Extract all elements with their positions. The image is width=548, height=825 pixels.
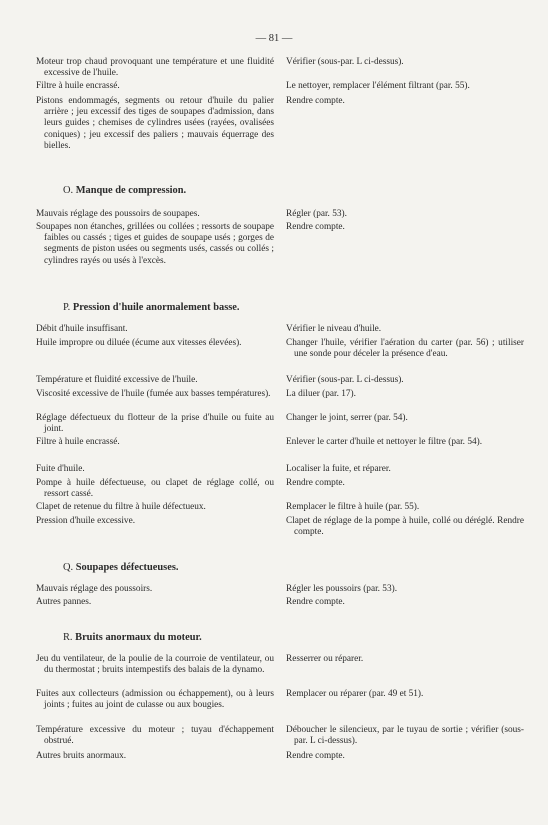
- remedy-text: Rendre compte.: [286, 96, 345, 106]
- cause-text: Viscosité excessive de l'huile (fumée aux basses températures).: [36, 389, 271, 399]
- remedy-text: Déboucher le silencieux, par le tuyau de sortie ; vérifier (sous-par. L ci-dessus).: [286, 725, 524, 747]
- cause-text: Filtre à huile encrassé.: [36, 81, 120, 91]
- section-title: Bruits anormaux du moteur.: [75, 632, 202, 643]
- remedy-text: Rendre compte.: [286, 478, 345, 488]
- cause-text: Fuites aux collecteurs (admission ou échappement), ou à leurs joints ; fuites au joint de culasse ou aux bougies.: [36, 689, 274, 711]
- remedy-text: Clapet de réglage de la pompe à huile, collé ou déréglé. Rendre compte.: [286, 516, 524, 538]
- remedy-text: Changer le joint, serrer (par. 54).: [286, 413, 408, 423]
- cause-text: Débit d'huile insuffisant.: [36, 324, 128, 334]
- cause-text: Clapet de retenue du filtre à huile défectueux.: [36, 502, 206, 512]
- section-letter: P.: [63, 302, 71, 313]
- section-heading-r: [63, 632, 202, 643]
- section-title: Pression d'huile anormalement basse.: [72, 302, 240, 313]
- cause-text: Fuite d'huile.: [36, 464, 85, 474]
- cause-text: Jeu du ventilateur, de la poulie de la courroie de ventilateur, ou du thermostat ; bruits intempestifs des balais de la dynamo.: [36, 654, 274, 676]
- remedy-text: Rendre compte.: [286, 597, 345, 607]
- section-letter: O.: [63, 185, 74, 196]
- remedy-text: La diluer (par. 17).: [286, 389, 356, 399]
- section-heading-o: [63, 185, 186, 196]
- cause-text: Mauvais réglage des poussoirs.: [36, 584, 153, 594]
- remedy-text: Resserrer ou réparer.: [286, 654, 364, 664]
- section-title: Soupapes défectueuses.: [75, 562, 179, 573]
- cause-text: Température excessive du moteur ; tuyau d'échappement obstrué.: [36, 725, 274, 747]
- section-letter: R.: [63, 632, 73, 643]
- section-heading-p: [63, 302, 240, 313]
- remedy-text: Localiser la fuite, et réparer.: [286, 464, 391, 474]
- remedy-text: Vérifier (sous-par. L ci-dessus).: [286, 57, 404, 67]
- cause-text: Pompe à huile défectueuse, ou clapet de réglage collé, ou ressort cassé.: [36, 478, 274, 500]
- remedy-text: Changer l'huile, vérifier l'aération du carter (par. 56) ; utiliser une sonde pour déceler la présence d'eau.: [286, 338, 524, 360]
- section-heading-q: [63, 562, 178, 573]
- cause-text: Filtre à huile encrassé.: [36, 437, 120, 447]
- page-number: — 81 —: [255, 33, 293, 44]
- cause-text: Soupapes non étanches, grillées ou collées ; ressorts de soupape faibles ou cassés ; tiges et guides de soupape usés ; gorges de segments de piston usées ou segments usés, cassés ou collés ; cylindres rayés ou usés à l'excès.: [36, 222, 274, 266]
- cause-text: Mauvais réglage des poussoirs de soupapes.: [36, 209, 200, 219]
- cause-text: Pistons endommagés, segments ou retour d'huile du palier arrière ; jeu excessif des tiges de soupapes d'admission, dans leurs guides ; chemises de cylindres usées (rayées, ovalisées coniques) ; jeu excessif des paliers ; mauvais équerrage des bielles.: [36, 96, 274, 151]
- section-title: Manque de compression.: [75, 185, 187, 196]
- cause-text: Pression d'huile excessive.: [36, 516, 136, 526]
- cause-text: Moteur trop chaud provoquant une température et une fluidité excessive de l'huile.: [36, 57, 274, 79]
- cause-text: Température et fluidité excessive de l'huile.: [36, 375, 198, 385]
- cause-text: Autres pannes.: [36, 597, 92, 607]
- remedy-text: Rendre compte.: [286, 222, 345, 232]
- cause-text: Autres bruits anormaux.: [36, 751, 127, 761]
- cause-text: Huile impropre ou diluée (écume aux vitesses élevées).: [36, 338, 242, 348]
- remedy-text: Régler les poussoirs (par. 53).: [286, 584, 398, 594]
- remedy-text: Vérifier le niveau d'huile.: [286, 324, 382, 334]
- cause-text: Réglage défectueux du flotteur de la prise d'huile ou fuite au joint.: [36, 413, 274, 435]
- remedy-text: Vérifier (sous-par. L ci-dessus).: [286, 375, 404, 385]
- remedy-text: Remplacer le filtre à huile (par. 55).: [286, 502, 420, 512]
- remedy-text: Régler (par. 53).: [286, 209, 347, 219]
- section-letter: Q.: [63, 562, 74, 573]
- remedy-text: Enlever le carter d'huile et nettoyer le filtre (par. 54).: [286, 437, 483, 447]
- remedy-text: Le nettoyer, remplacer l'élément filtrant (par. 55).: [286, 81, 470, 91]
- remedy-text: Remplacer ou réparer (par. 49 et 51).: [286, 689, 424, 699]
- remedy-text: Rendre compte.: [286, 751, 345, 761]
